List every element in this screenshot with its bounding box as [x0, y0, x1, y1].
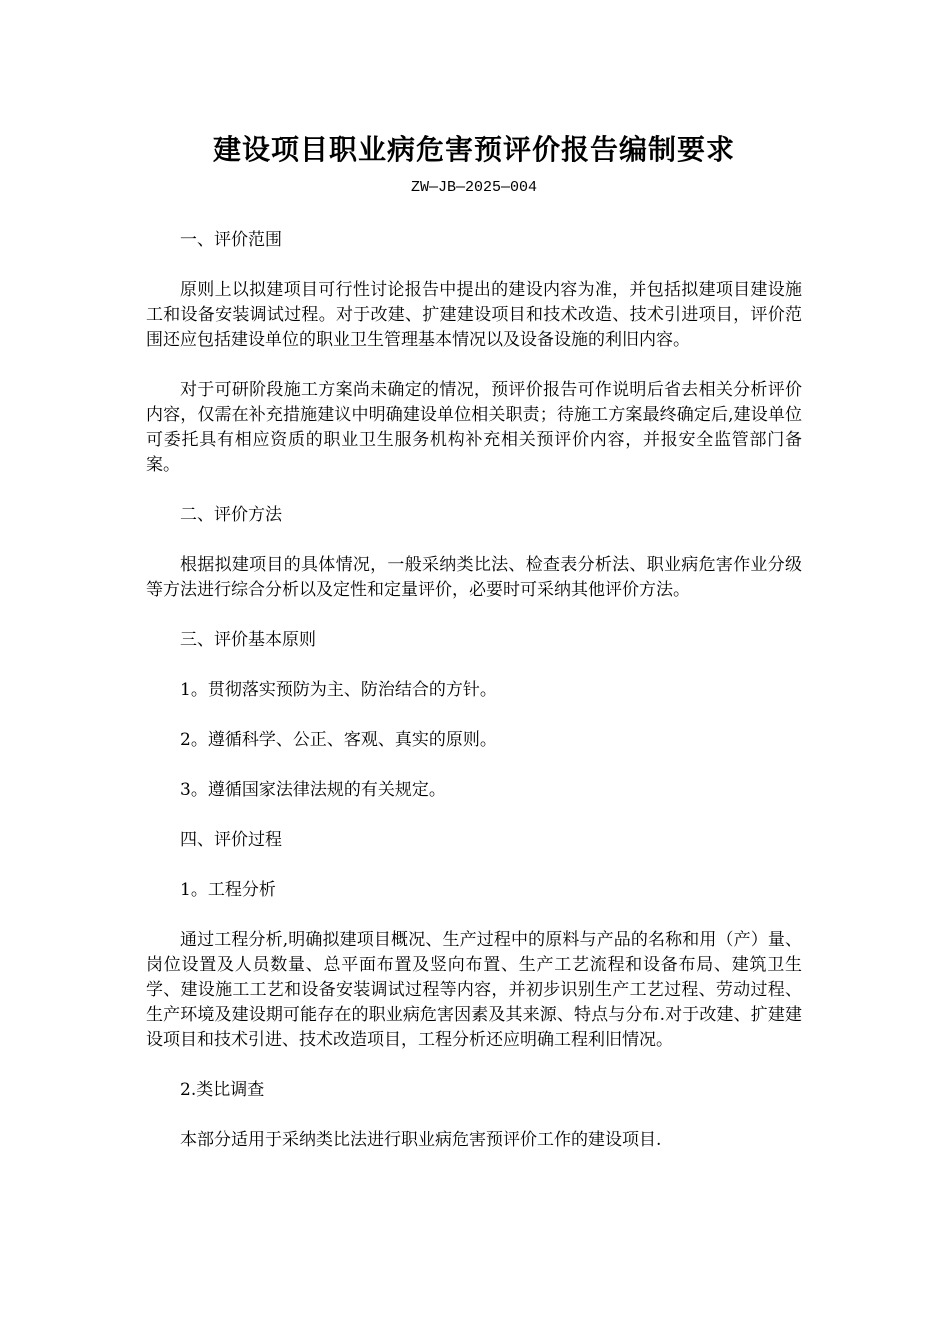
- paragraph-scope-2: 对于可研阶段施工方案尚未确定的情况，预评价报告可作说明后省去相关分析评价内容，仅需在补充措施建议中明确建设单位相关职责；待施工方案最终确定后,建设单位可委托具有相应资质的职业卫生服务机构补充相关预评价内容，并报安全监管部门备案。: [146, 380, 802, 475]
- subheading-engineering-analysis: 1。工程分析: [180, 880, 276, 900]
- document-code: ZW—JB—2025—004: [410, 179, 538, 196]
- document-title: 建设项目职业病危害预评价报告编制要求: [212, 133, 735, 166]
- principle-item-3: 3。遵循国家法律法规的有关规定。: [180, 780, 446, 800]
- paragraph-method: 根据拟建项目的具体情况，一般采纳类比法、检查表分析法、职业病危害作业分级等方法进行综合分析以及定性和定量评价，必要时可采纳其他评价方法。: [146, 555, 802, 600]
- subheading-analogy-survey: 2.类比调查: [180, 1080, 265, 1100]
- section-heading-scope: 一、评价范围: [180, 230, 282, 250]
- section-heading-method: 二、评价方法: [180, 505, 282, 525]
- paragraph-analogy-survey: 本部分适用于采纳类比法进行职业病危害预评价工作的建设项目.: [180, 1130, 662, 1150]
- document-page: [146, 128, 802, 1153]
- paragraph-scope-1: 原则上以拟建项目可行性讨论报告中提出的建设内容为准，并包括拟建项目建设施工和设备安装调试过程。对于改建、扩建建设项目和技术改造、技术引进项目，评价范围还应包括建设单位的职业卫生管理基本情况以及设备设施的利旧内容。: [146, 280, 802, 350]
- principle-item-1: 1。贯彻落实预防为主、防治结合的方针。: [180, 680, 497, 700]
- section-heading-principles: 三、评价基本原则: [180, 630, 316, 650]
- principle-item-2: 2。遵循科学、公正、客观、真实的原则。: [180, 730, 497, 750]
- section-heading-process: 四、评价过程: [180, 830, 282, 850]
- paragraph-engineering-analysis: 通过工程分析,明确拟建项目概况、生产过程中的原料与产品的名称和用（产）量、岗位设置及人员数量、总平面布置及竖向布置、生产工艺流程和设备布局、建筑卫生学、建设施工工艺和设备安装调试过程等内容，并初步识别生产工艺过程、劳动过程、生产环境及建设期可能存在的职业病危害因素及其来源、特点与分布.对于改建、扩建建设项目和技术引进、技术改造项目，工程分析还应明确工程利旧情况。: [146, 930, 802, 1050]
